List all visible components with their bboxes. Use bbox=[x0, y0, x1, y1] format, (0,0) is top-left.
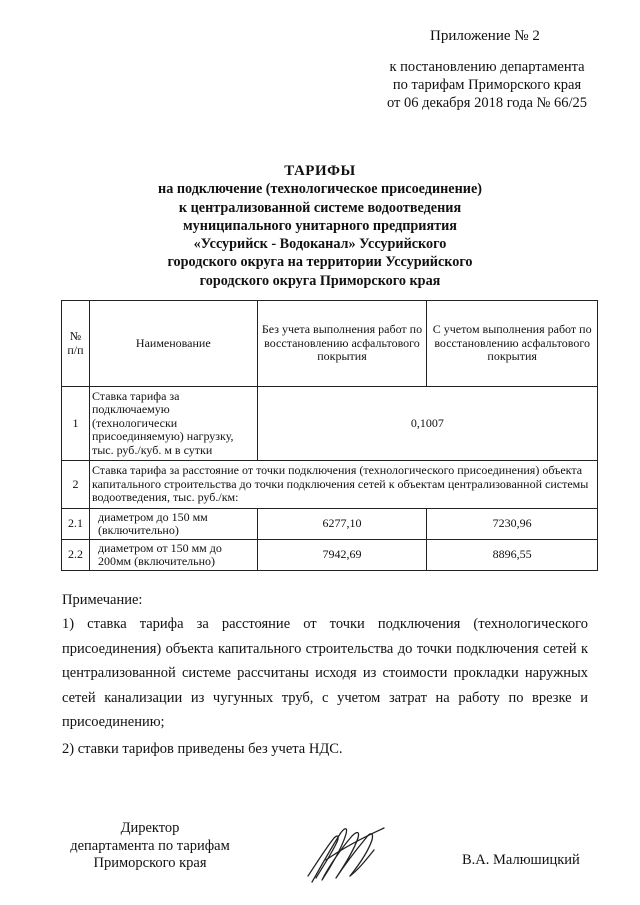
appendix-number: Приложение № 2 bbox=[430, 28, 540, 44]
header-with-asphalt: С учетом выполнения работ по восстановлению асфальтового покрытия bbox=[427, 301, 598, 387]
row22-with: 8896,55 bbox=[427, 540, 598, 571]
header-name: Наименование bbox=[89, 301, 257, 387]
title-line-2: к централизованной системе водоотведения bbox=[178, 199, 462, 216]
row22-name: диаметром от 150 мм до 200мм (включительно) bbox=[89, 540, 257, 571]
position-line-1: Директор bbox=[120, 820, 180, 836]
row22-num: 2.2 bbox=[62, 540, 90, 571]
row21-name: диаметром до 150 мм (включительно) bbox=[89, 509, 257, 540]
title-line-6: городского округа Приморского края bbox=[199, 272, 441, 289]
title-line-1: на подключение (технологическое присоединение) bbox=[158, 181, 482, 198]
table-row-2 bbox=[62, 461, 598, 509]
row22-without: 7942,69 bbox=[257, 540, 427, 571]
row21-num: 2.1 bbox=[62, 509, 90, 540]
position-line-3: Приморского края bbox=[93, 855, 207, 871]
document-title bbox=[120, 162, 520, 290]
row2-num: 2 bbox=[62, 461, 90, 509]
note-item-1: 1) ставка тарифа за расстояние от точки подключения (технологического присоединения) объекта капитального строительства до точки подключения сетей к централизованной системе рассчитаны исходя из стоимости прокладки наружных сетей канализации из чугунных труб, с учетом затрат на работу по врезке и присоединению; bbox=[62, 616, 588, 731]
appendix-line-1: к постановлению департамента bbox=[389, 59, 585, 75]
title-line-5: городского округа на территории Уссурийского bbox=[167, 254, 473, 271]
notes-heading: Примечание: bbox=[62, 592, 143, 608]
table-row-1 bbox=[62, 387, 598, 461]
row2-name: Ставка тарифа за расстояние от точки подключения (технологического присоединения) объекта капитального строительства до точки подключения сетей к объектам централизованной системы водоотведения, тыс. руб./км: bbox=[89, 461, 597, 509]
title-line-3: муниципального унитарного предприятия bbox=[183, 217, 457, 234]
note-item-2: 2) ставки тарифов приведены без учета НДС. bbox=[62, 741, 343, 757]
handwritten-signature bbox=[300, 820, 390, 890]
row1-num: 1 bbox=[62, 387, 90, 461]
tariff-table bbox=[61, 300, 598, 571]
table-row-2-2 bbox=[62, 540, 598, 571]
table-header-row bbox=[62, 301, 598, 387]
row21-without: 6277,10 bbox=[257, 509, 427, 540]
signatory-name: В.А. Малюшицкий bbox=[462, 852, 580, 868]
header-without-asphalt: Без учета выполнения работ по восстановлению асфальтового покрытия bbox=[257, 301, 427, 387]
row1-value: 0,1007 bbox=[257, 387, 597, 461]
position-line-2: департамента по тарифам bbox=[70, 837, 230, 854]
signatory-position bbox=[60, 820, 240, 873]
table-row-2-1 bbox=[62, 509, 598, 540]
appendix-line-3: от 06 декабря 2018 года № 66/25 bbox=[386, 95, 588, 111]
title-line-4: «Уссурийск - Водоканал» Уссурийского bbox=[193, 236, 447, 253]
row21-with: 7230,96 bbox=[427, 509, 598, 540]
appendix-line-2: по тарифам Приморского края bbox=[392, 77, 582, 93]
row1-name: Ставка тарифа за подключаемую (технологически присоединяемую) нагрузку, тыс. руб./куб. м в сутки bbox=[89, 387, 257, 461]
header-num: № п/п bbox=[62, 301, 90, 387]
title-main: ТАРИФЫ bbox=[284, 163, 356, 179]
